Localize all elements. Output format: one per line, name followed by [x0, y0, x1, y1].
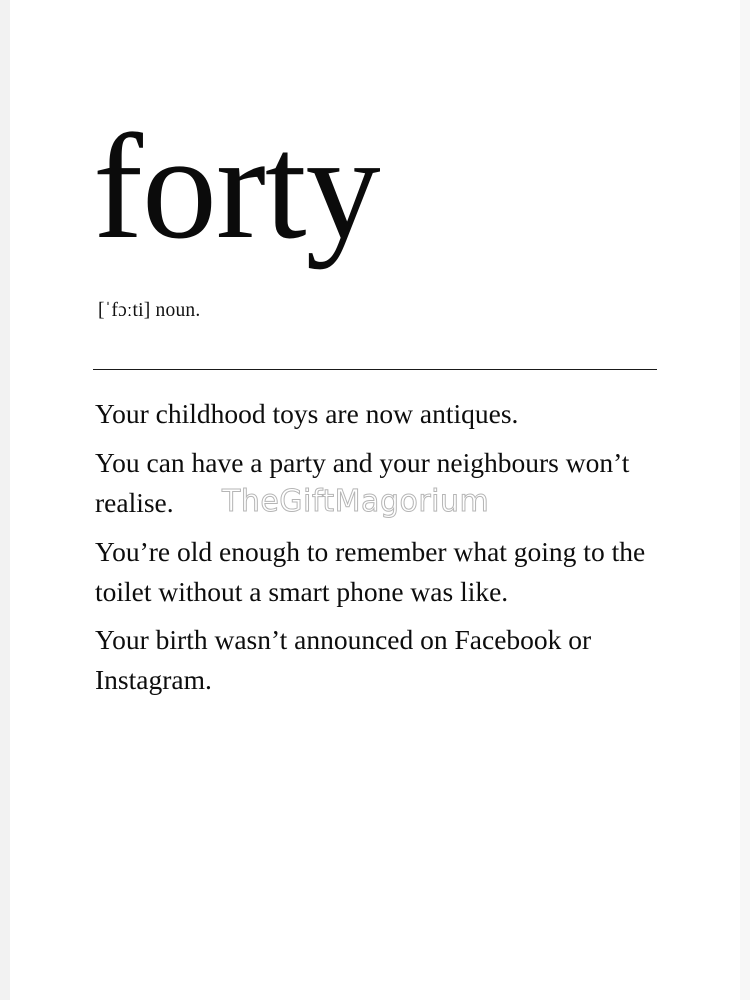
definition-list: [93, 378, 657, 700]
pronunciation-and-part-of-speech: [ˈfɔːti] noun.: [98, 300, 201, 321]
watermark: TheGiftMagorium: [222, 484, 490, 519]
list-item: You can have a party and your neighbours won’t realise.: [95, 446, 630, 518]
list-item: Your birth wasn’t announced on Facebook or Instagram.: [95, 624, 592, 696]
divider: [93, 369, 657, 370]
definition-card: [93, 0, 657, 709]
list-item: Your childhood toys are now antiques.: [95, 398, 519, 429]
list-item: You’re old enough to remember what going to the toilet without a smart phone was like.: [95, 535, 646, 607]
page-title: forty: [93, 104, 380, 270]
